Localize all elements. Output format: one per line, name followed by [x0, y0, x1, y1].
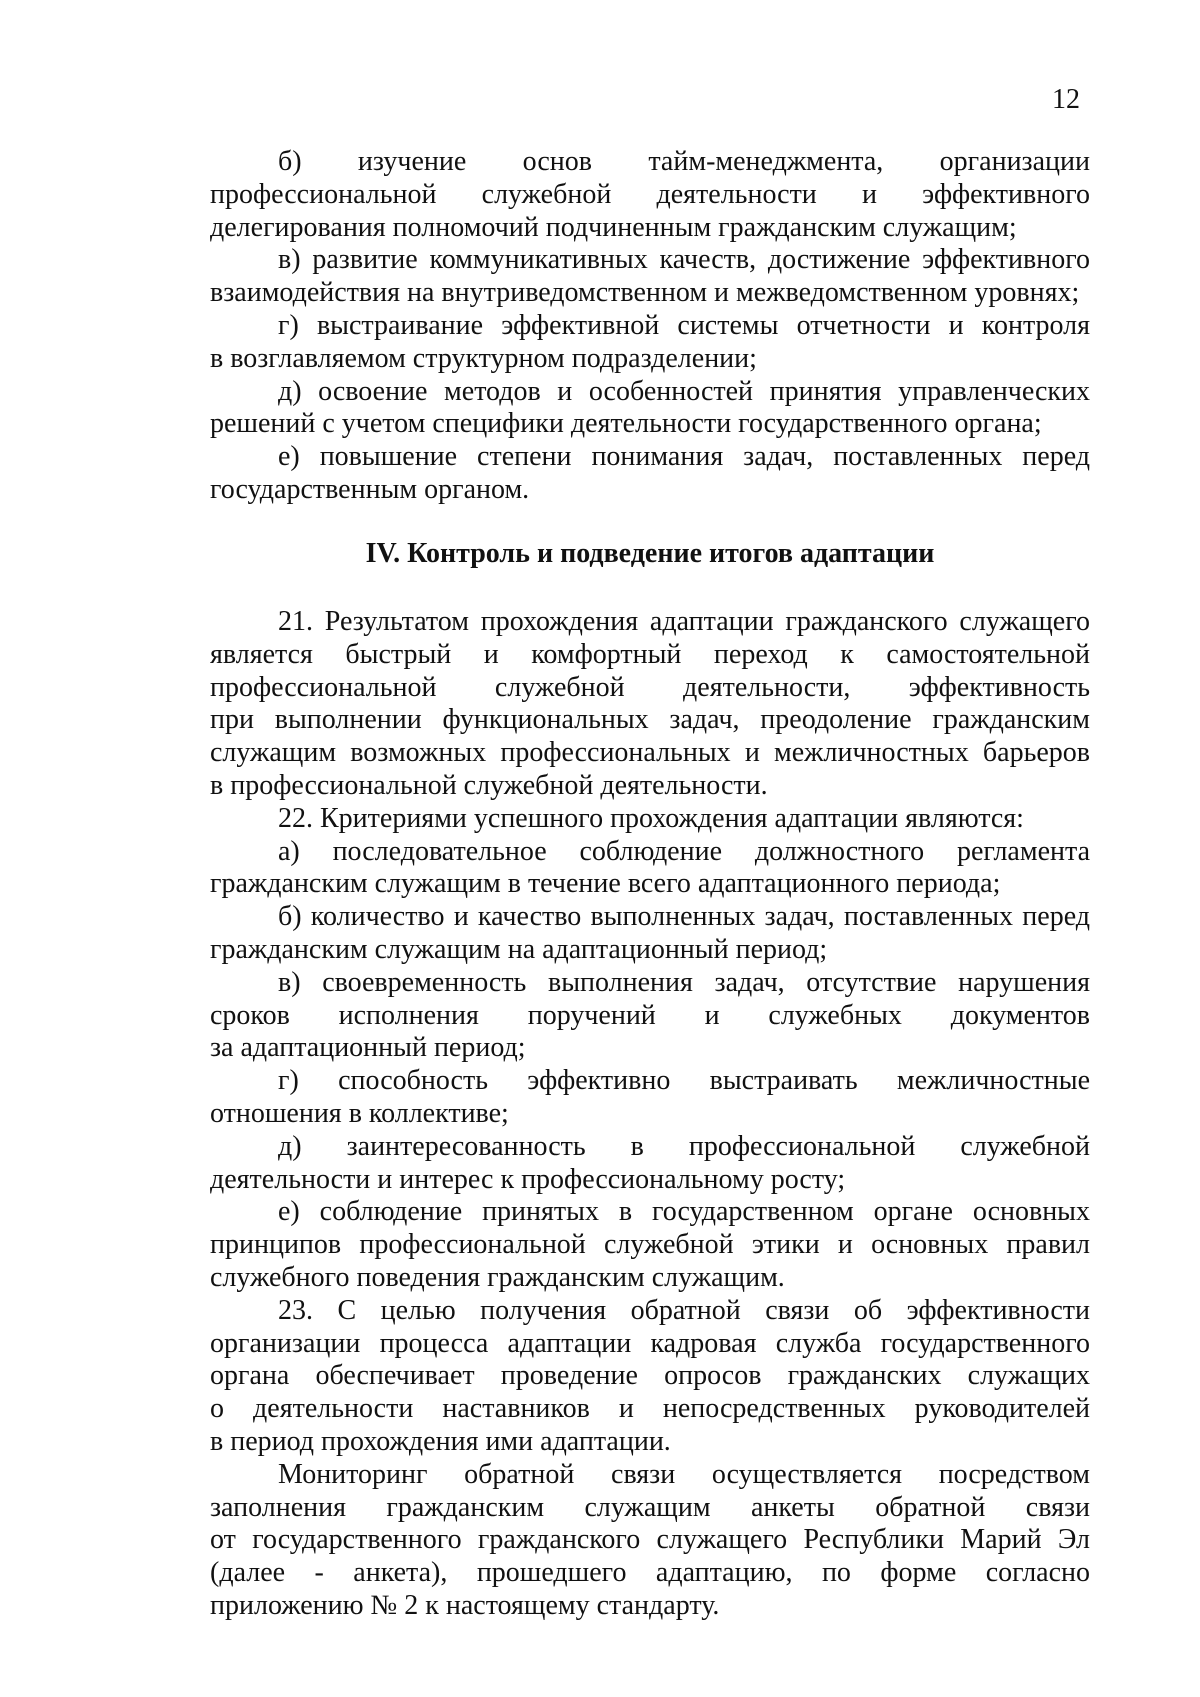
- text-line: деятельности и интерес к профессиональному росту;: [210, 1163, 846, 1195]
- text-line: заполнения гражданским служащим анкеты обратной связи: [210, 1491, 1090, 1523]
- text-line: решений с учетом специфики деятельности государственного органа;: [210, 408, 1042, 440]
- section-body: [210, 606, 1090, 1623]
- text-line: в возглавляемом структурном подразделении;: [210, 342, 757, 374]
- text-line: органа обеспечивает проведение опросов гражданских служащих: [210, 1360, 1090, 1392]
- text-line: о деятельности наставников и непосредственных руководителей: [210, 1393, 1090, 1425]
- text-line: государственным органом.: [210, 473, 530, 505]
- text-line: в профессиональной служебной деятельности.: [210, 769, 768, 801]
- text-line: д) заинтересованность в профессиональной служебной: [278, 1130, 1090, 1162]
- text-line: от государственного гражданского служащего Республики Марий Эл: [210, 1524, 1090, 1556]
- text-line: гражданским служащим на адаптационный период;: [210, 933, 828, 965]
- text-line: профессиональной служебной деятельности, эффективность: [210, 671, 1090, 703]
- text-line: отношения в коллективе;: [210, 1097, 509, 1129]
- section-heading: IV. Контроль и подведение итогов адаптации: [365, 538, 935, 569]
- text-line: е) повышение степени понимания задач, поставленных перед: [278, 441, 1090, 473]
- text-line: при выполнении функциональных задач, преодоление гражданским: [210, 704, 1090, 736]
- text-line: делегирования полномочий подчиненным гражданским служащим;: [210, 211, 1017, 243]
- text-line: 23. С целью получения обратной связи об эффективности: [278, 1294, 1090, 1326]
- text-line: в период прохождения ими адаптации.: [210, 1425, 671, 1457]
- text-line: (далее - анкета), прошедшего адаптацию, по форме согласно: [210, 1557, 1090, 1589]
- page-number: 12: [1052, 84, 1080, 115]
- text-line: служащим возможных профессиональных и межличностных барьеров: [210, 737, 1090, 769]
- criteria-list-continued: [210, 146, 1090, 507]
- text-line: а) последовательное соблюдение должностного регламента: [278, 835, 1090, 867]
- text-line: взаимодействия на внутриведомственном и межведомственном уровнях;: [210, 277, 1080, 309]
- text-line: служебного поведения гражданским служащим.: [210, 1261, 785, 1293]
- text-line: б) изучение основ тайм-менеджмента, организации: [278, 146, 1090, 177]
- text-line: б) количество и качество выполненных задач, поставленных перед: [278, 901, 1090, 933]
- text-line: является быстрый и комфортный переход к самостоятельной: [210, 638, 1090, 670]
- text-line: сроков исполнения поручений и служебных документов: [210, 999, 1090, 1031]
- text-line: гражданским служащим в течение всего адаптационного периода;: [210, 868, 1001, 900]
- text-line: профессиональной служебной деятельности и эффективного: [210, 178, 1090, 210]
- text-line: приложению № 2 к настоящему стандарту.: [210, 1589, 720, 1621]
- text-line: организации процесса адаптации кадровая служба государственного: [210, 1327, 1090, 1359]
- text-line: за адаптационный период;: [210, 1032, 526, 1064]
- text-line: е) соблюдение принятых в государственном органе основных: [278, 1196, 1090, 1228]
- text-line: г) способность эффективно выстраивать межличностные: [278, 1065, 1090, 1097]
- text-line: 21. Результатом прохождения адаптации гражданского служащего: [278, 606, 1090, 637]
- text-line: д) освоение методов и особенностей принятия управленческих: [278, 375, 1090, 407]
- text-line: Мониторинг обратной связи осуществляется посредством: [278, 1458, 1090, 1490]
- text-line: г) выстраивание эффективной системы отчетности и контроля: [278, 309, 1090, 341]
- text-line: в) своевременность выполнения задач, отсутствие нарушения: [278, 966, 1090, 998]
- text-line: 22. Критериями успешного прохождения адаптации являются:: [278, 802, 1024, 834]
- text-line: в) развитие коммуникативных качеств, достижение эффективного: [278, 244, 1090, 276]
- text-line: принципов профессиональной служебной этики и основных правил: [210, 1229, 1090, 1261]
